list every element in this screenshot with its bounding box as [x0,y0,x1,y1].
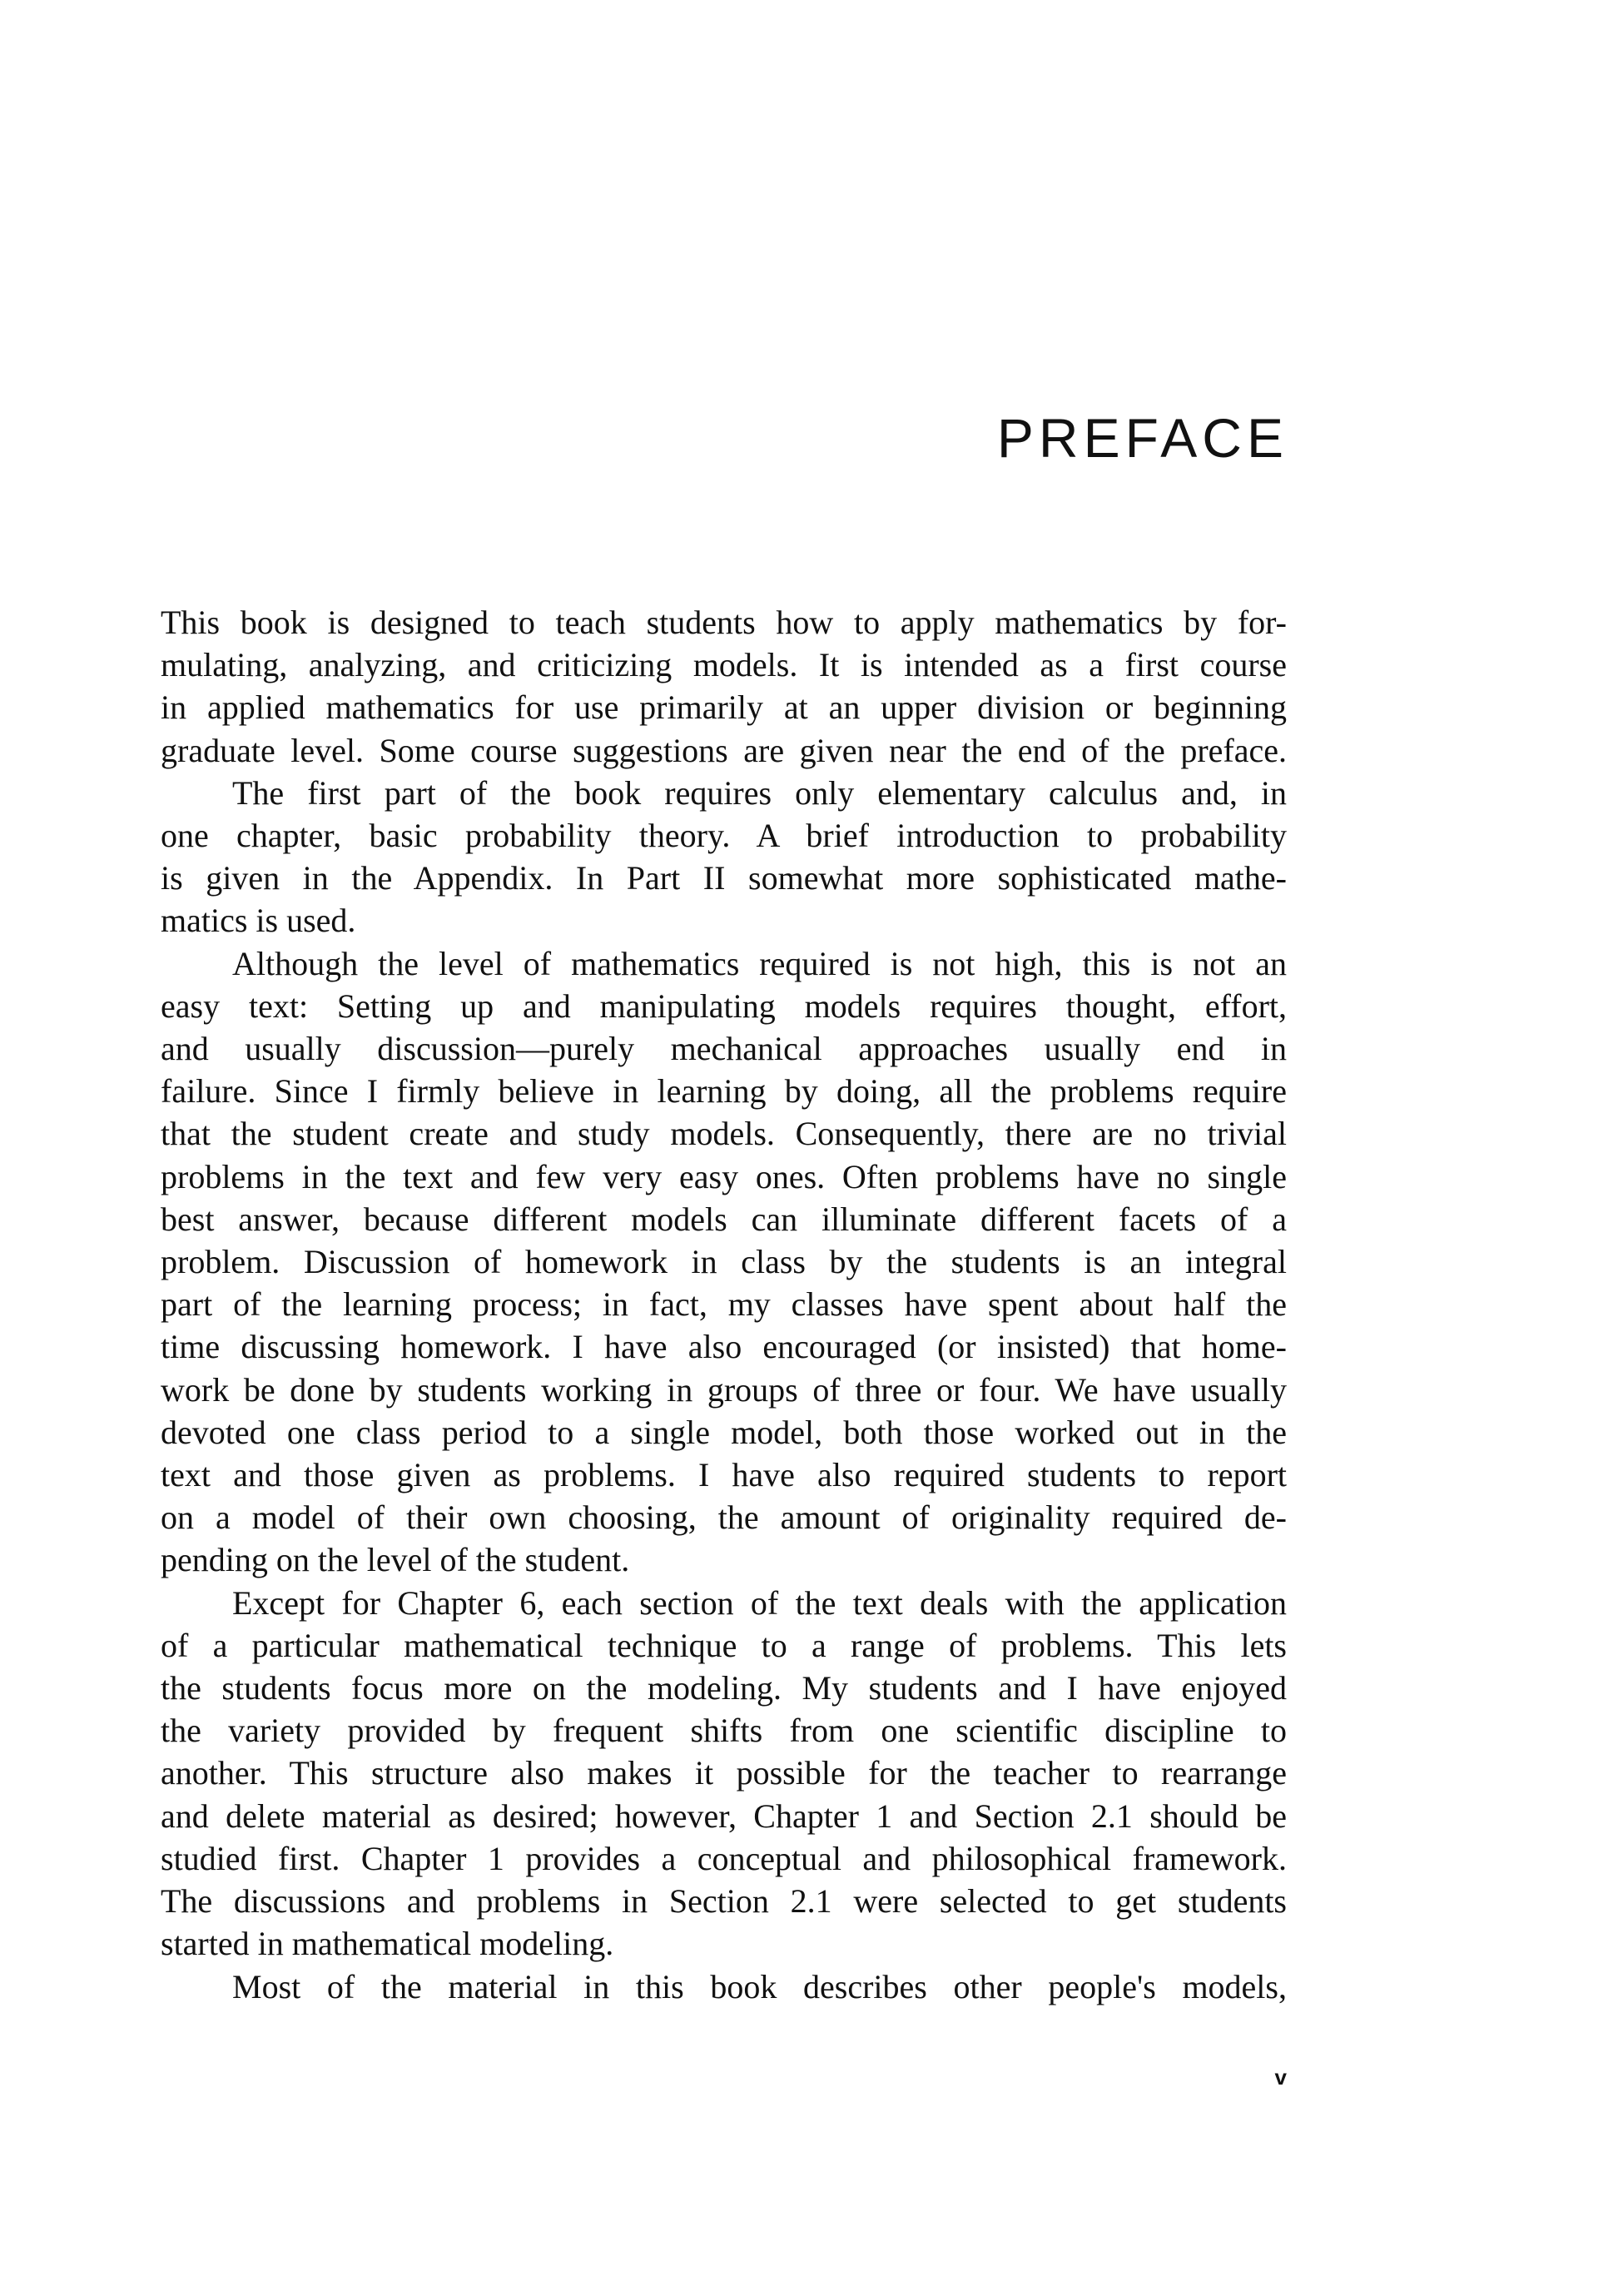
text-line: devoted one class period to a single model, both those worked out in the [161,1413,1287,1451]
text-line: graduate level. Some course suggestions are given near the end of the preface. [161,731,1287,769]
text-line: of a particular mathematical technique to a range of problems. This lets [161,1626,1287,1664]
paragraph-2 [161,772,1287,942]
text-line: work be done by students working in groups of three or four. We have usually [161,1370,1287,1409]
paragraph-4 [161,1582,1287,1966]
text-line: Except for Chapter 6, each section of the text deals with the application [232,1583,1287,1622]
paragraph-5 [161,1966,1287,2008]
text-line: problems in the text and few very easy ones. Often problems have no single [161,1157,1287,1195]
text-line: that the student create and study models. Consequently, there are no trivial [161,1115,1287,1153]
text-line: part of the learning process; in fact, my classes have spent about half the [161,1285,1287,1324]
text-line: another. This structure also makes it possible for the teacher to rearrange [161,1754,1287,1792]
paragraph-3 [161,942,1287,1582]
preface-body [161,601,1287,2008]
text-line: on a model of their own choosing, the amount of originality required de- [161,1498,1287,1537]
text-line: and delete material as desired; however, Chapter 1 and Section 2.1 should be [161,1797,1287,1835]
text-line: started in mathematical modeling. [161,1925,614,1963]
text-line: and usually discussion—purely mechanical approaches usually end in [161,1030,1287,1068]
text-line: mulating, analyzing, and criticizing models. It is intended as a first course [161,646,1287,684]
text-line: in applied mathematics for use primarily at an upper division or beginning [161,688,1287,727]
text-line: The first part of the book requires only elementary calculus and, in [232,773,1287,812]
text-line: matics is used. [161,902,356,940]
paragraph-1 [161,601,1287,772]
text-line: Most of the material in this book describes other people's models, [232,1967,1287,2005]
text-line: text and those given as problems. I have also required students to report [161,1456,1287,1494]
text-line: problem. Discussion of homework in class by the students is an integral [161,1243,1287,1281]
text-line: best answer, because different models can illuminate different facets of a [161,1200,1287,1238]
text-line: This book is designed to teach students how to apply mathematics by for- [161,604,1287,641]
text-line: Although the level of mathematics required is not high, this is not an [232,944,1287,982]
text-line: failure. Since I firmly believe in learning by doing, all the problems require [161,1072,1287,1111]
text-line: the students focus more on the modeling. My students and I have enjoyed [161,1669,1287,1707]
page-number: v [1274,2065,1287,2090]
text-line: easy text: Setting up and manipulating models requires thought, effort, [161,986,1287,1025]
text-line: is given in the Appendix. In Part II somewhat more sophisticated mathe- [161,859,1287,897]
text-line: studied first. Chapter 1 provides a conceptual and philosophical framework. [161,1839,1287,1877]
text-line: one chapter, basic probability theory. A brief introduction to probability [161,817,1287,855]
text-line: The discussions and problems in Section 2.1 were selected to get students [161,1882,1287,1921]
page-title: PREFACE [996,407,1288,469]
text-line: pending on the level of the student. [161,1541,630,1579]
text-line: the variety provided by frequent shifts from one scientific discipline to [161,1712,1287,1750]
text-line: time discussing homework. I have also encouraged (or insisted) that home- [161,1328,1287,1366]
